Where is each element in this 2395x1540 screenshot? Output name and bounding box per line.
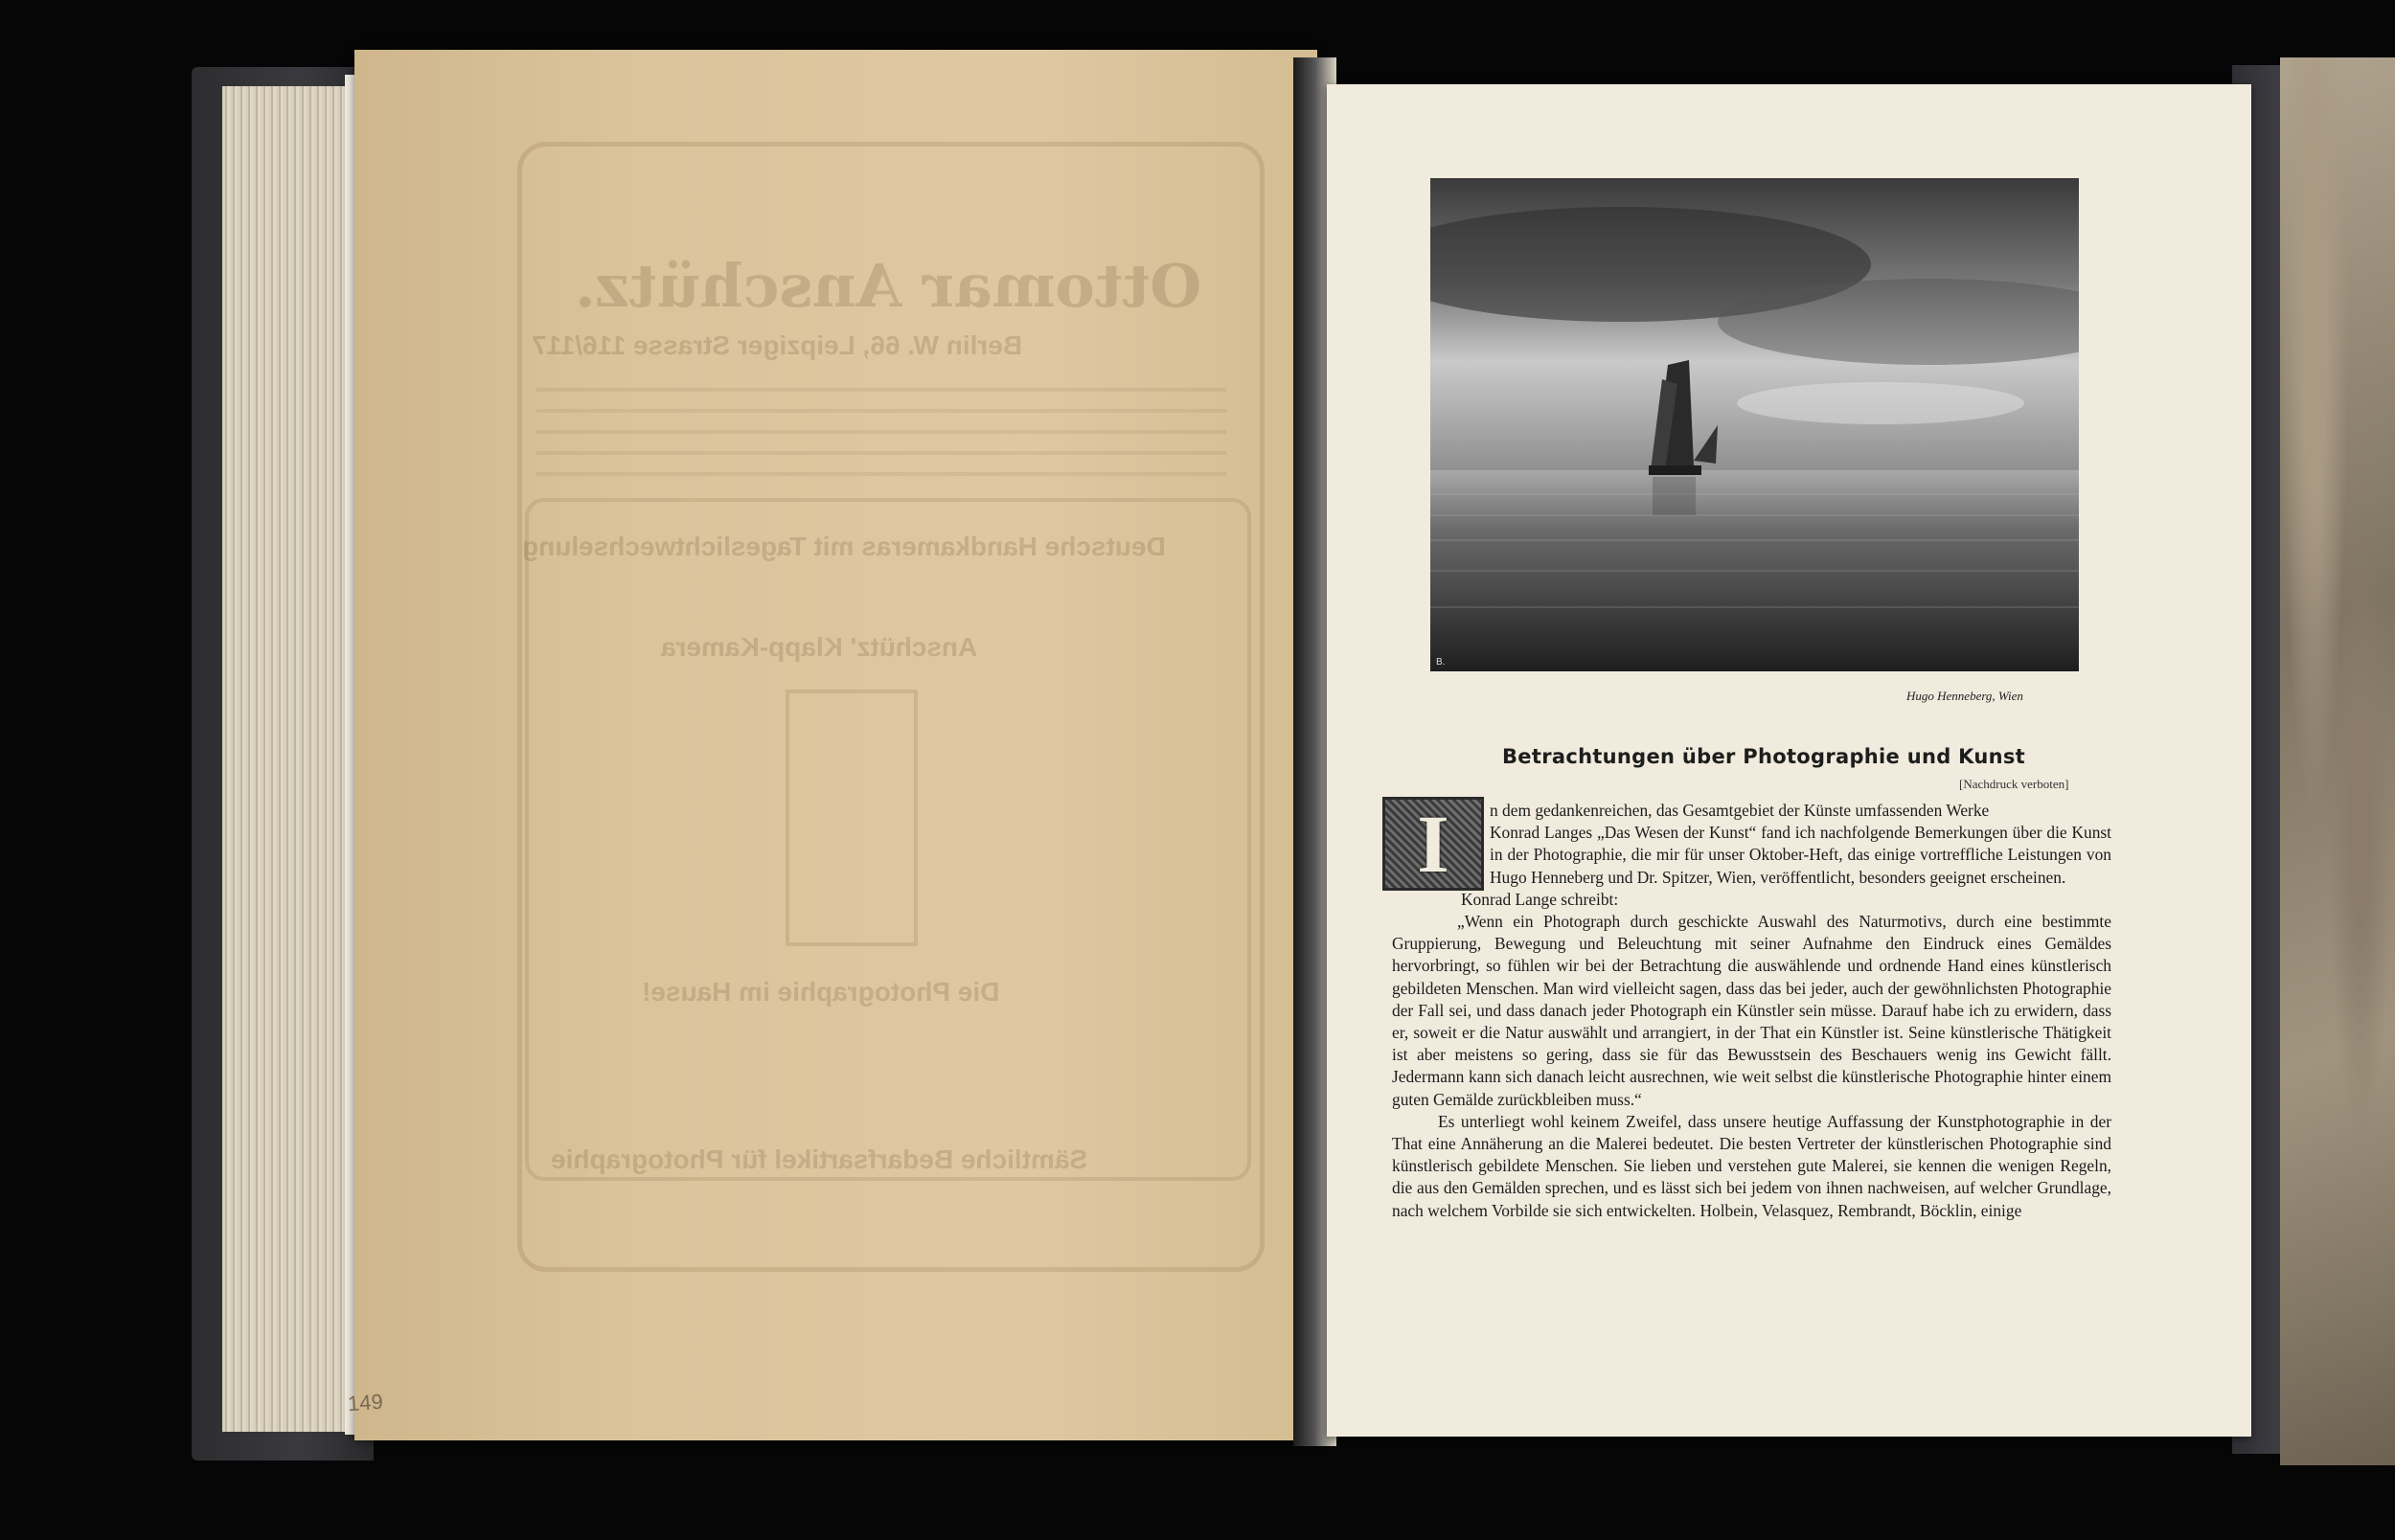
paragraph-4: Es unterliegt wohl keinem Zweifel, dass unsere heutige Auffassung der Kunstphotographie in der That eine Annäherung an die Malerei bedeutet. Die besten Vertreter der künstlerischen Photographie sind künstlerisch gebildete Menschen. Sie lieben und verstehen gute Malerei, sie kennen die wenigen Regeln, die aus den Gemälden sprechen, und es lässt sich bei jedem von ihnen nachweisen, auf welcher Grundlage, nach welchem Vorbilde sie sich entwickelten. Holbein, Velasquez, Rembrandt, Böcklin, einige	[1392, 1111, 2111, 1220]
article-body	[1392, 800, 2111, 1222]
ghost-title: Ottomar Anschütz.	[575, 251, 1202, 321]
paragraph-1: Konrad Langes „Das Wesen der Kunst“ fand ich nachfolgende Bemerkungen über die Kunst in der Photographie, die mir für unser Oktober-Heft, das einige vortreffliche Leistungen von Hugo Henneberg und Dr. Spitzer, Wien, veröffentlicht, besonders geeignet erscheinen.	[1490, 823, 2111, 887]
ghost-heading-4: Sämtliche Bedarfsartikel für Photographie	[551, 1144, 1088, 1174]
dropcap-letter: I	[1417, 798, 1449, 890]
photo-caption: Hugo Henneberg, Wien	[1906, 689, 2023, 703]
ghost-camera-illustration	[786, 690, 918, 946]
ghost-subtitle: Berlin W. 66, Leipziger Strasse 116/117	[532, 330, 1023, 360]
ghost-text-lines	[536, 388, 1226, 484]
ghost-heading-3: Die Photographie im Hause!	[642, 977, 1000, 1007]
pencil-note: 149	[347, 1389, 384, 1416]
ghost-heading-2: Anschütz' Klapp-Kamera	[661, 632, 978, 662]
ghost-heading-1: Deutsche Handkameras mit Tageslichtwechselung	[522, 532, 1166, 561]
marbled-endpaper	[2280, 57, 2395, 1465]
article-title: Betrachtungen über Photographie und Kunst	[1502, 745, 2025, 768]
paragraph-quote: „Wenn ein Photograph durch geschickte Auswahl des Naturmotivs, durch eine bestimmte Gruppierung, Bewegung und Beleuchtung mit seiner Aufnahme den Eindruck eines Gemäldes hervorbringt, so fühlen wir bei der Betrachtung die auswählende und ordnende Hand eines künstlerisch gebildeten Menschen. Man wird vielleicht sagen, dass das bei jeder, auch der gewöhnlichsten Photographie der Fall sei, und dass danach jeder Photograph ein Künstler sein müsse. Darauf habe ich zu erwidern, dass er, soweit er die Natur auswählt und arrangiert, in der That ein Künstler ist. Seine künstlerische Thätigkeit ist aber meistens so gering, dass sie für das Bewusstsein des Beschauers wenig ins Gewicht fällt. Jedermann kann sich danach leicht ausrechnen, wie weit selbst die künstlerische Photographie hinter einem guten Gemälde zurückbleiben muss.“	[1392, 912, 2111, 1109]
paragraph-1-first-line: n dem gedankenreichen, das Gesamtgebiet der Künste umfassenden Werke	[1490, 801, 1990, 820]
paragraph-2: Konrad Lange schreibt:	[1461, 889, 1619, 909]
photo-corner-mark: B.	[1436, 657, 1446, 668]
page-stack	[222, 86, 356, 1432]
reprint-notice: [Nachdruck verboten]	[1959, 777, 2069, 791]
sailboat-photograph	[1430, 178, 2079, 671]
